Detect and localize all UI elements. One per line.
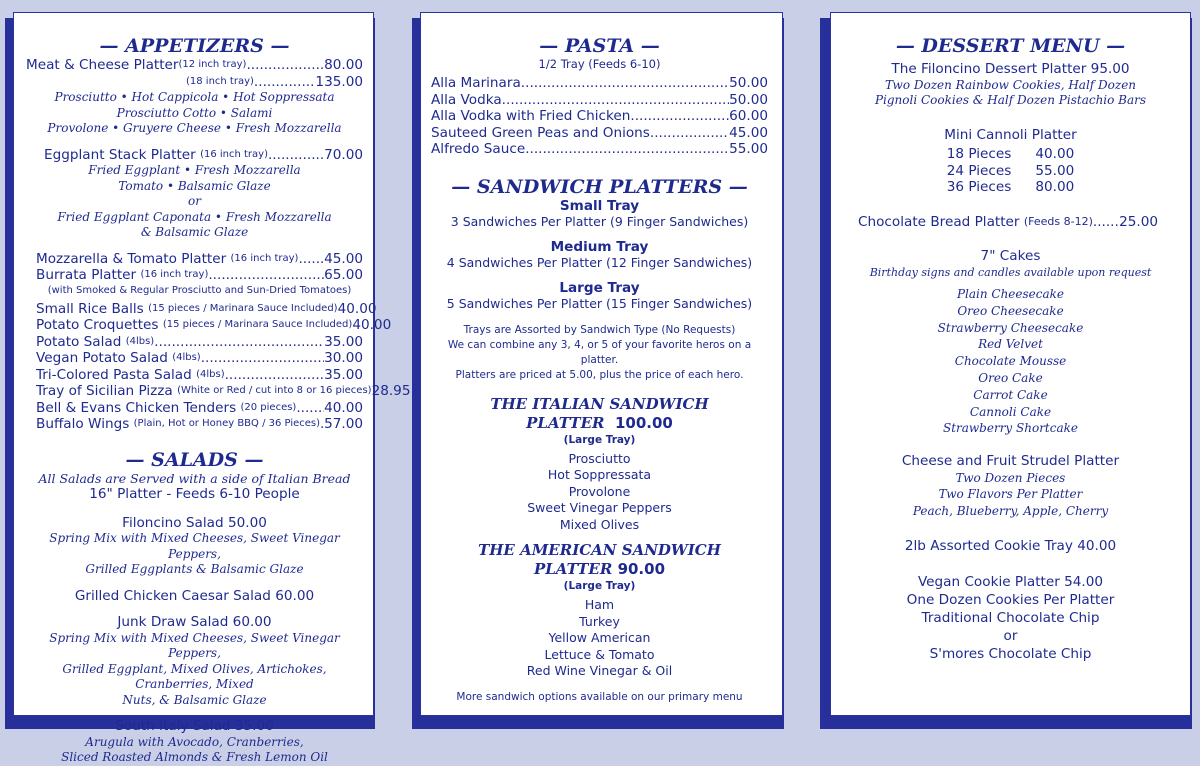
item-name: Meat & Cheese Platter	[26, 57, 179, 73]
item-note: (4lbs)	[172, 352, 201, 363]
italian-size: (Large Tray)	[563, 433, 636, 446]
item-price: 50.00	[729, 75, 768, 91]
dessert-desc: Two Dozen Rainbow Cookies, Half Dozen	[884, 77, 1137, 92]
item-price: 45.00	[324, 250, 363, 267]
item-name: Potato Salad	[36, 333, 122, 350]
cakes-note: Birthday signs and candles available upon request	[869, 265, 1152, 279]
salad-desc: Spring Mix with Mixed Cheeses, Sweet Vinegar Peppers,	[49, 630, 340, 660]
platter-item: Sweet Vinegar Peppers	[527, 500, 672, 515]
pasta-item-peas	[431, 125, 768, 142]
item-price: 40.00	[337, 300, 377, 317]
american-platter	[431, 541, 768, 680]
item-price: 50.00	[729, 91, 768, 108]
item-price: 25.00	[1119, 213, 1158, 230]
italian-platter	[431, 395, 768, 534]
cake-item: Red Velvet	[978, 337, 1043, 352]
cannoli-qty: 36 Pieces	[946, 179, 1012, 195]
item-desc: Prosciutto Cotto • Salami	[116, 105, 273, 120]
salad-desc: Nuts, & Balsamic Glaze	[122, 692, 267, 707]
item-price: 35.00	[324, 366, 363, 383]
cannoli-price: 40.00	[1035, 146, 1075, 162]
item-note: (18 inch tray)	[186, 75, 254, 87]
item-price: 30.00	[324, 350, 363, 366]
pasta-item-vodka-chicken	[431, 108, 768, 125]
sandwich-note: Platters are priced at 5.00, plus the price of each hero.	[455, 368, 744, 381]
italian-price: 100.00	[614, 413, 673, 432]
item-price: 28.95	[371, 383, 411, 399]
item-desc: Provolone • Gruyere Cheese • Fresh Mozzarella	[47, 121, 342, 135]
cake-item: Oreo Cheesecake	[957, 303, 1064, 318]
menu-item-meat-cheese-18	[26, 74, 363, 91]
burrata-sub: (with Smoked & Regular Prosciutto and Sun-Dried Tomatoes)	[47, 284, 352, 296]
item-name: Alla Vodka with Fried Chicken	[431, 108, 631, 124]
cake-item: Chocolate Mousse	[954, 354, 1067, 369]
menu-item-chicken-tenders	[36, 400, 363, 417]
pasta-item-alfredo	[431, 141, 768, 158]
platter-item: Mixed Olives	[559, 516, 640, 532]
item-name: Sauteed Green Peas and Onions	[431, 124, 650, 141]
item-desc: Tomato • Balsamic Glaze	[118, 178, 271, 193]
item-price: 80.00	[324, 57, 363, 73]
cake-item: Plain Cheesecake	[956, 287, 1065, 301]
pasta-heading: — PASTA —	[539, 35, 660, 57]
item-name: Vegan Potato Salad	[36, 350, 168, 366]
item-note: (Feeds 8-12)	[1023, 214, 1093, 228]
menu-item-pasta-salad	[36, 367, 363, 384]
menu-item-meat-cheese	[26, 57, 363, 74]
cake-item: Oreo Cake	[978, 370, 1043, 385]
item-note: (16 inch tray)	[140, 269, 209, 280]
item-price: 70.00	[324, 146, 363, 163]
item-name: Alla Marinara	[431, 75, 521, 91]
platter-item: Ham	[584, 597, 615, 612]
platter-item: Turkey	[579, 613, 620, 629]
item-name: Mozzarella & Tomato Platter	[36, 250, 227, 267]
salad-desc: Arugula with Avocado, Cranberries,	[85, 734, 304, 749]
item-price: 135.00	[315, 73, 363, 90]
dessert-desc: Pignoli Cookies & Half Dozen Pistachio Bars	[874, 93, 1147, 107]
item-note: (White or Red / cut into 8 or 16 pieces)	[177, 385, 372, 396]
item-desc: & Balsamic Glaze	[140, 225, 249, 239]
item-name: Alla Vodka	[431, 91, 502, 108]
tray-medium-name: Medium Tray	[550, 238, 649, 255]
item-name: Bell & Evans Chicken Tenders	[36, 399, 237, 416]
item-price: 45.00	[729, 124, 768, 141]
item-note: (12 inch tray)	[178, 59, 247, 70]
item-note: (15 pieces / Marinara Sauce Included)	[148, 302, 338, 314]
panel-dessert	[830, 12, 1191, 716]
item-name: Small Rice Balls	[36, 300, 144, 317]
vegan-desc: Traditional Chocolate Chip	[921, 609, 1100, 626]
platter-item: Provolone	[568, 483, 631, 499]
sandwich-note: We can combine any 3, 4, or 5 of your favorite heros on a platter.	[447, 338, 752, 366]
menu-item-vegan-potato-salad	[36, 350, 363, 367]
salad-desc: Grilled Eggplants & Balsamic Glaze	[85, 562, 304, 576]
item-desc: Fried Eggplant Caponata • Fresh Mozzarella	[57, 209, 332, 224]
menu-item-buffalo-wings	[36, 416, 363, 433]
item-name: Eggplant Stack Platter	[44, 146, 196, 163]
pasta-item-marinara	[431, 75, 768, 92]
cake-item: Cannoli Cake	[969, 404, 1052, 419]
tray-small-name: Small Tray	[559, 197, 640, 214]
cakes-title: 7" Cakes	[980, 248, 1041, 264]
cannoli-qty: 18 Pieces	[946, 146, 1012, 162]
american-size: (Large Tray)	[563, 580, 636, 592]
item-price: 35.00	[324, 333, 363, 350]
item-note: (Plain, Hot or Honey BBQ / 36 Pieces)	[133, 418, 321, 429]
strudel-desc: Two Dozen Pieces	[955, 470, 1066, 485]
sandwich-footer: More sandwich options available on our primary menu	[456, 690, 743, 703]
pasta-item-vodka	[431, 92, 768, 109]
item-desc: Fried Eggplant • Fresh Mozzarella	[88, 163, 301, 177]
cannoli-price: 80.00	[1035, 179, 1075, 195]
salads-heading: — SALADS —	[125, 448, 264, 471]
appetizers-heading: — APPETIZERS —	[99, 35, 290, 57]
panel-appetizers-salads	[13, 12, 411, 764]
item-note: (16 inch tray)	[200, 148, 268, 160]
tray-large-desc: 5 Sandwiches Per Platter (15 Finger Sandwiches)	[446, 296, 753, 311]
item-price: 57.00	[324, 416, 363, 432]
italian-title-2: PLATTER	[526, 413, 605, 432]
strudel-desc: Peach, Blueberry, Apple, Cherry	[912, 504, 1109, 519]
cake-item: Strawberry Cheesecake	[937, 320, 1084, 335]
item-name: Chocolate Bread Platter	[858, 213, 1020, 230]
item-name: Burrata Platter	[36, 267, 137, 283]
vegan-cookie-platter: Vegan Cookie Platter 54.00	[917, 573, 1104, 590]
american-title-2: PLATTER	[533, 560, 613, 578]
item-note: (4lbs)	[196, 368, 225, 380]
chocolate-bread-platter	[841, 214, 1180, 231]
dessert-filoncino: The Filoncino Dessert Platter 95.00	[891, 61, 1130, 77]
item-note: (15 pieces / Marinara Sauce Included)	[162, 319, 353, 330]
item-note: (16 inch tray)	[230, 252, 299, 264]
cannoli-qty: 24 Pieces	[946, 162, 1012, 179]
salad-filoncino: Filoncino Salad 50.00	[122, 514, 267, 531]
item-note: (20 pieces)	[240, 401, 297, 413]
item-name: Alfredo Sauce	[431, 141, 526, 157]
strudel-title: Cheese and Fruit Strudel Platter	[901, 453, 1120, 470]
tray-large-name: Large Tray	[559, 279, 640, 296]
item-name: Tray of Sicilian Pizza	[36, 383, 173, 399]
item-desc: Prosciutto • Hot Cappicola • Hot Soppressata	[54, 90, 335, 104]
salad-desc: Grilled Eggplant, Mixed Olives, Artichokes, Cranberries, Mixed	[62, 661, 327, 691]
menu-item-croquettes	[36, 317, 392, 334]
cake-item: Carrot Cake	[973, 387, 1048, 402]
vegan-desc: or	[1003, 627, 1018, 644]
sandwich-note: Trays are Assorted by Sandwich Type (No Requests)	[463, 323, 736, 336]
pasta-sub: 1/2 Tray (Feeds 6-10)	[538, 57, 661, 71]
platter-item: Yellow American	[548, 630, 651, 645]
platter-item: Hot Soppressata	[547, 467, 652, 482]
item-name: Tri-Colored Pasta Salad	[36, 366, 192, 383]
american-title: THE AMERICAN SANDWICH	[478, 541, 721, 559]
platter-item: Red Wine Vinegar & Oil	[526, 663, 673, 678]
item-price: 40.00	[324, 399, 363, 416]
american-price: 90.00	[617, 560, 666, 578]
panel-pasta-sandwiches	[420, 12, 783, 716]
item-price: 55.00	[729, 141, 768, 157]
menu-item-sicilian-pizza	[36, 383, 411, 400]
cake-item: Strawberry Shortcake	[942, 421, 1079, 436]
salad-desc: Spring Mix with Mixed Cheeses, Sweet Vinegar Peppers,	[49, 531, 340, 561]
salad-south-italy: South Italy Salad 35.00	[115, 718, 274, 734]
cannoli-title: Mini Cannoli Platter	[944, 126, 1077, 143]
cannoli-prices	[947, 146, 1075, 196]
platter-item: Lettuce & Tomato	[544, 646, 655, 662]
dessert-heading: — DESSERT MENU —	[895, 35, 1126, 57]
vegan-desc: S'mores Chocolate Chip	[929, 645, 1092, 662]
item-name: Buffalo Wings	[36, 416, 130, 432]
salads-intro-size: 16" Platter - Feeds 6-10 People	[89, 486, 300, 502]
item-price: 60.00	[729, 108, 768, 124]
item-note: (4lbs)	[125, 335, 155, 347]
platter-item: Prosciutto	[568, 450, 631, 466]
menu-item-eggplant	[26, 147, 363, 164]
tray-medium-desc: 4 Sandwiches Per Platter (12 Finger Sandwiches)	[446, 255, 753, 270]
cannoli-price: 55.00	[1035, 162, 1075, 179]
strudel-desc: Two Flavors Per Platter	[938, 487, 1083, 502]
cookie-tray: 2lb Assorted Cookie Tray 40.00	[904, 538, 1117, 555]
item-price: 40.00	[352, 317, 392, 333]
salad-junk-draw: Junk Draw Salad 60.00	[117, 614, 272, 630]
tray-small-desc: 3 Sandwiches Per Platter (9 Finger Sandwiches)	[450, 214, 749, 229]
menu-item-rice-balls	[36, 300, 377, 318]
menu-item-potato-salad	[36, 334, 363, 351]
menu-item-burrata	[36, 267, 363, 284]
menu-item-mozzarella	[36, 251, 363, 268]
item-desc: or	[188, 194, 201, 208]
salads-intro: All Salads are Served with a side of Italian Bread	[38, 470, 351, 486]
item-name: Potato Croquettes	[36, 317, 159, 333]
salad-caesar: Grilled Chicken Caesar Salad 60.00	[74, 587, 315, 604]
item-price: 65.00	[324, 267, 363, 283]
italian-title: THE ITALIAN SANDWICH	[490, 394, 709, 413]
sandwich-heading: — SANDWICH PLATTERS —	[451, 175, 748, 198]
vegan-desc: One Dozen Cookies Per Platter	[906, 591, 1115, 608]
salad-desc: Sliced Roasted Almonds & Fresh Lemon Oil	[61, 750, 328, 764]
